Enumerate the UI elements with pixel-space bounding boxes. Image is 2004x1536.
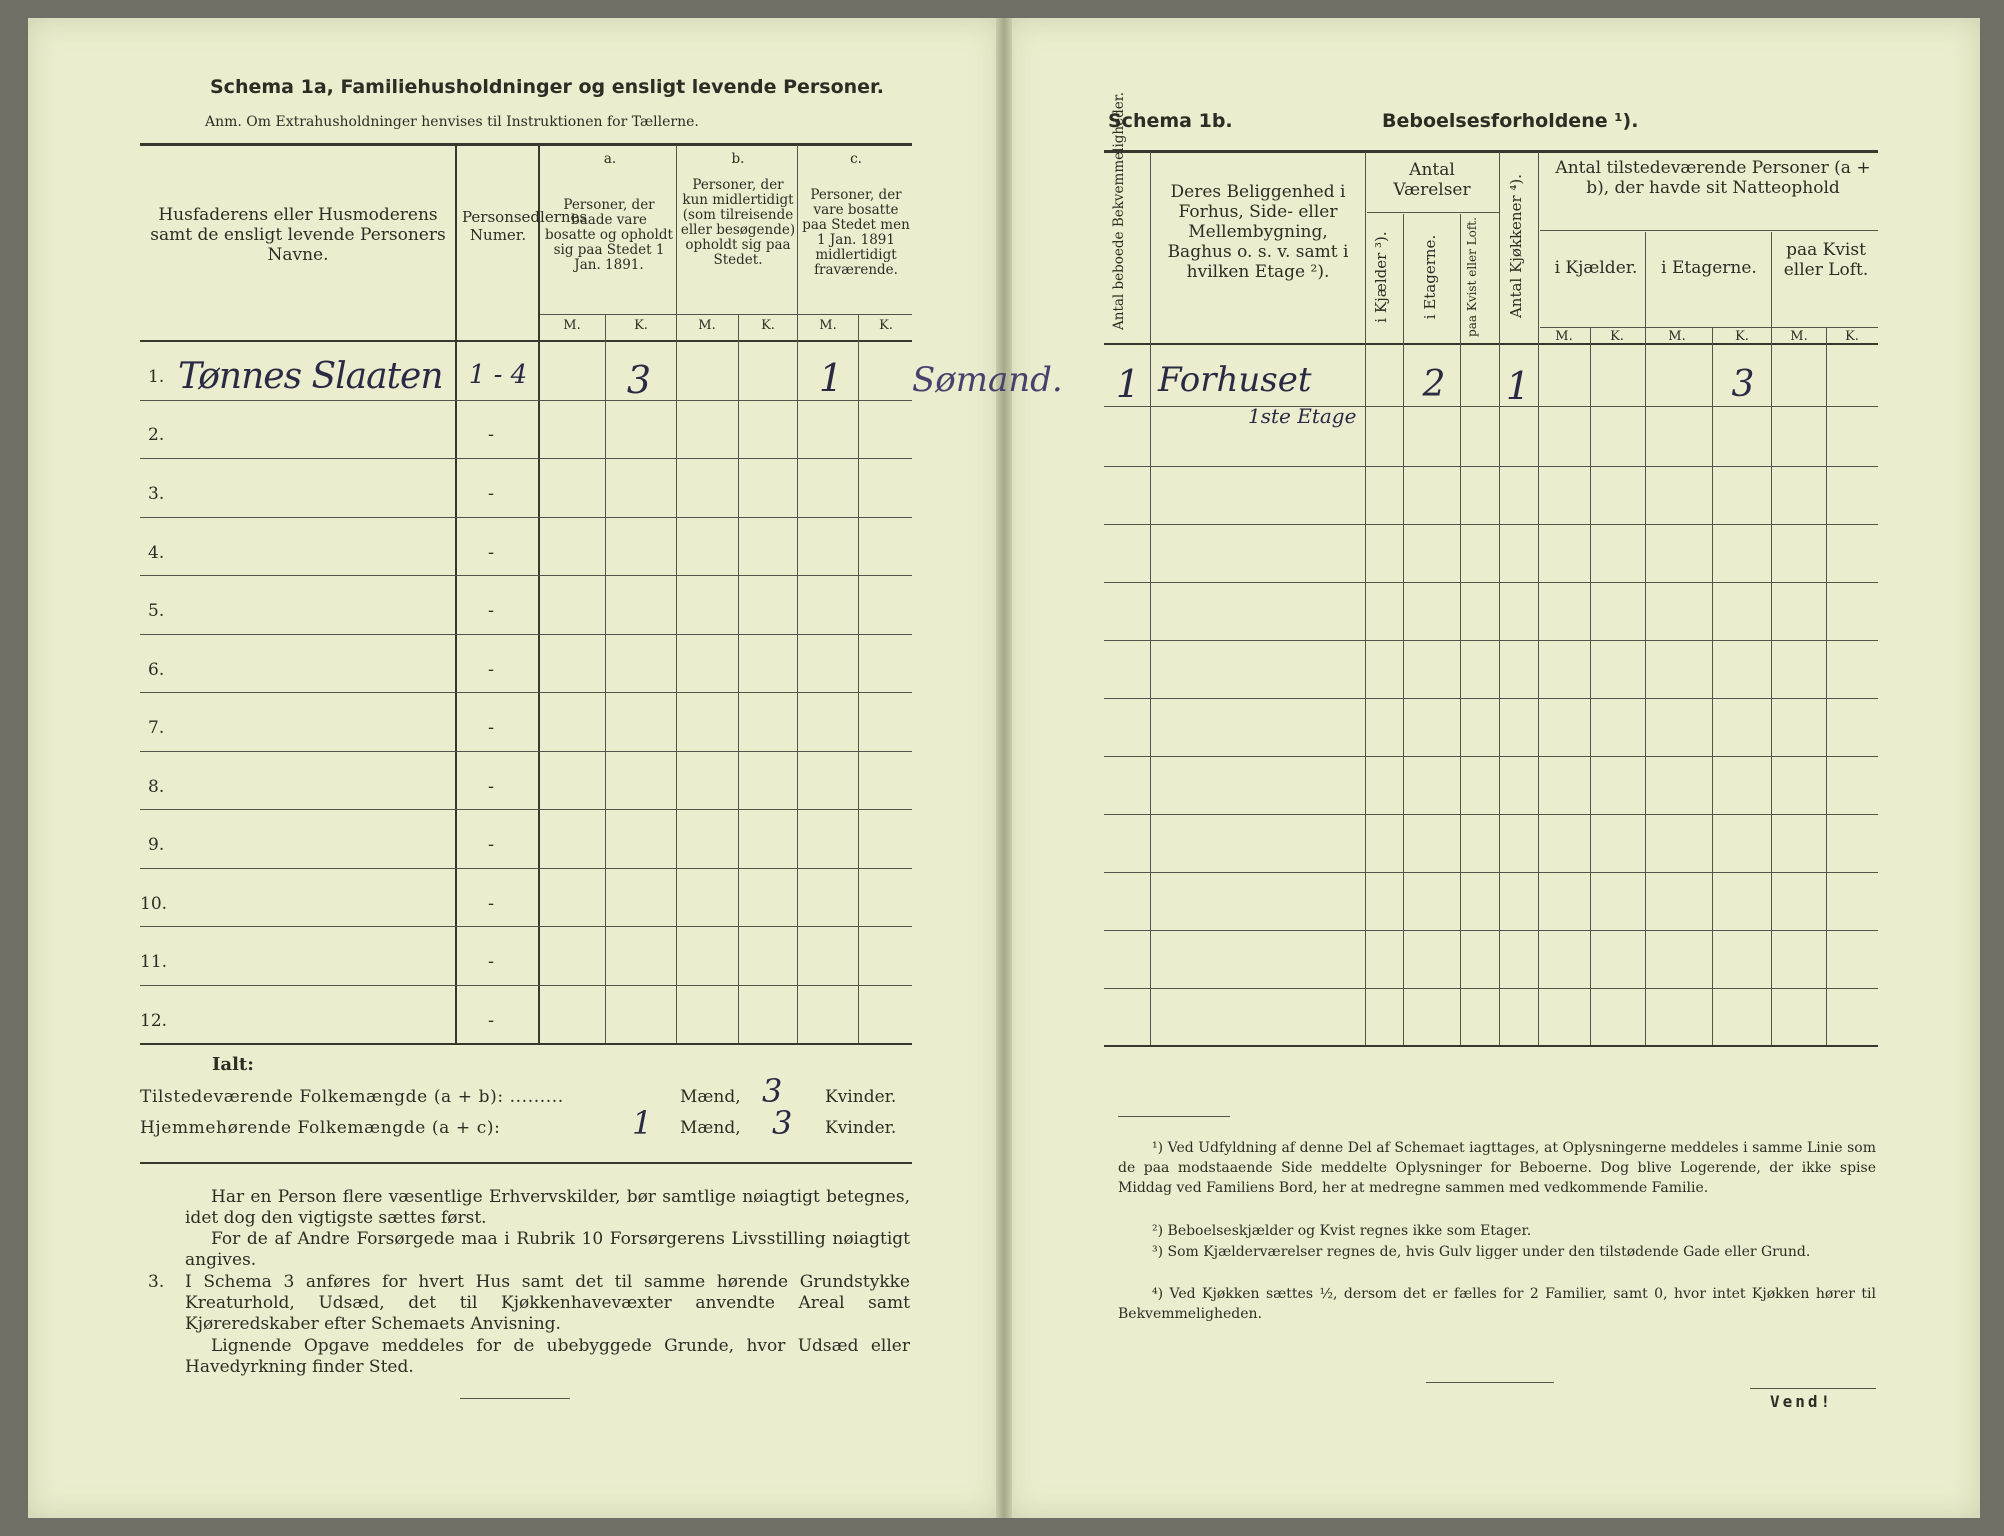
- header-et-m: M.: [1668, 329, 1686, 344]
- header-a-m: M.: [563, 318, 581, 333]
- schema-1b-subtitle: Beboelsesforholdene ¹).: [1382, 110, 1639, 132]
- closing-rule-right: [1426, 1382, 1554, 1383]
- instruction-number-3: 3.: [148, 1272, 165, 1292]
- instruction-paragraph-2: For de af Andre Forsørgede maa i Rubrik 10 Forsørgerens Livsstilling nøiagtigt angives.: [185, 1229, 910, 1270]
- hjemme-kvinder-value: 3: [772, 1104, 793, 1142]
- header-antal-bekv: Antal beboede Bekvemmeligheder.: [1111, 92, 1127, 330]
- handwritten-etage: 1ste Etage: [1248, 404, 1357, 428]
- table-1b-bottom-rule: [1104, 1045, 1878, 1047]
- vaer-subheader-rule: [1367, 212, 1499, 213]
- header-c-m: M.: [819, 318, 837, 333]
- schema-1a-note: Anm. Om Extrahusholdninger henvises til Instruktionen for Tællerne.: [205, 114, 699, 130]
- col-divider-b-mk: [738, 314, 739, 1045]
- row-number: 7.: [148, 718, 165, 738]
- schema-1b-title: Schema 1b.: [1108, 110, 1233, 132]
- header-a-k: K.: [634, 318, 648, 333]
- header-etagerne: i Etagerne.: [1421, 234, 1439, 320]
- table-1a-bottom-rule: [140, 1043, 912, 1045]
- row-number: 8.: [148, 777, 165, 797]
- row-numer: -: [488, 542, 495, 563]
- row-numer: -: [488, 834, 495, 855]
- tilstede-subheader-rule: [1540, 230, 1878, 231]
- row-rule-5: [140, 634, 912, 635]
- header-kjaelder: i Kjælder ³).: [1372, 231, 1390, 323]
- row-number: 3.: [148, 484, 165, 504]
- col-divider-numer: [538, 145, 540, 1045]
- row-rule-8: [140, 809, 912, 810]
- header-names: Husfaderens eller Husmoderens samt de ensligt levende Personers Navne.: [150, 205, 446, 265]
- row-rule-r-4: [1104, 582, 1878, 583]
- footnote-2: ²) Beboelseskjælder og Kvist regnes ikke som Etager.: [1152, 1223, 1532, 1239]
- header-numer: Personsedlernes Numer.: [462, 208, 588, 244]
- col-divider-kjokkener: [1538, 152, 1539, 1047]
- header-b-k: K.: [761, 318, 775, 333]
- vend-rule: [1750, 1388, 1876, 1389]
- header-tilstede: Antal tilstedeværende Personer (a + b), der havde sit Natteophold: [1555, 158, 1871, 198]
- row-numer: -: [488, 951, 495, 972]
- tilstede-kvinder-value: 3: [762, 1072, 783, 1110]
- header-kjokkener: Antal Kjøkkener ⁴).: [1507, 173, 1525, 319]
- row-numer: -: [488, 483, 495, 504]
- row-number: 5.: [148, 601, 165, 621]
- hjemme-maend-label: Mænd,: [680, 1118, 741, 1138]
- handwritten-name: Tønnes Slaaten: [178, 356, 443, 397]
- row-rule-11: [140, 985, 912, 986]
- handwritten-kjokken: 1: [1505, 364, 1531, 408]
- col-divider-belig: [1365, 152, 1366, 1047]
- row-rule-6: [140, 692, 912, 693]
- header-paa-kvist: paa Kvist eller Loft.: [1783, 240, 1869, 280]
- handwritten-c-m: 1: [818, 356, 844, 400]
- header-kj-k: K.: [1610, 329, 1624, 344]
- header-b: Personer, der kun midlertidigt (som tilreisende eller besøgende) opholdt sig paa Stedet.: [680, 177, 796, 268]
- row-numer: -: [488, 600, 495, 621]
- row-numer: -: [488, 1010, 495, 1031]
- header-et-k: K.: [1735, 329, 1749, 344]
- row-number: 1.: [148, 367, 165, 387]
- handwritten-etagerne: 2: [1422, 364, 1446, 405]
- header-a-letter: a.: [603, 151, 617, 167]
- hjemme-label: Hjemmehørende Folkemængde (a + c):: [140, 1118, 501, 1138]
- hjemme-maend-value: 1: [632, 1104, 653, 1142]
- row-numer: -: [488, 424, 495, 445]
- hjemme-kvinder-label: Kvinder.: [825, 1118, 897, 1138]
- row-numer: -: [488, 717, 495, 738]
- handwritten-occupation: Sømand.: [912, 360, 1063, 400]
- row-rule-r-9: [1104, 872, 1878, 873]
- footnote-1: ¹) Ved Udfyldning af denne Del af Schemaet iagttages, at Oplysningerne meddeles i samme Linie som de paa modstaaende Side meddelte Oplysninger for Beboerne. Dog blive Logerende, der ikke spise Middag ved Familiens Bord, her at medregne sammen med vedkommende Familie.: [1118, 1140, 1876, 1196]
- col-divider-a-mk: [605, 314, 606, 1045]
- col-divider-names: [455, 145, 457, 1045]
- row-rule-9: [140, 868, 912, 869]
- handwritten-a-k: 3: [626, 358, 652, 402]
- row-numer: -: [488, 893, 495, 914]
- row-number: 11.: [140, 952, 168, 972]
- schema-1a-title: Schema 1a, Familiehusholdninger og ensligt levende Personer.: [210, 76, 884, 98]
- row-rule-r-7: [1104, 756, 1878, 757]
- header-i-etagerne: i Etagerne.: [1661, 258, 1757, 278]
- mk-header-rule: [540, 314, 912, 315]
- header-i-kjaelder: i Kjælder.: [1554, 258, 1638, 278]
- col-divider-a-b: [676, 145, 677, 1045]
- tilstede-kvinder-label: Kvinder.: [825, 1087, 897, 1107]
- col-divider-kjaelder: [1403, 214, 1404, 1047]
- footnote-4: ⁴) Ved Kjøkken sættes ½, dersom det er fælles for 2 Familier, samt 0, hvor intet Kjøkken hører til Bekvemmeligheden.: [1118, 1286, 1876, 1322]
- row-numer: 1 - 4: [468, 360, 528, 390]
- footnote-rule: [1118, 1116, 1230, 1117]
- instructions-rule: [140, 1162, 912, 1164]
- row-number: 10.: [140, 894, 168, 914]
- header-beliggenhed: Deres Beliggenhed i Forhus, Side- eller Mellembygning, Baghus o. s. v. samt i hvilken Etage ²).: [1167, 182, 1349, 282]
- row-rule-10: [140, 926, 912, 927]
- row-rule-r-3: [1104, 524, 1878, 525]
- header-b-letter: b.: [731, 151, 745, 167]
- col-divider-kv-mk: [1826, 327, 1827, 1047]
- instruction-paragraph-1: Har en Person flere væsentlige Erhvervskilder, bør samtlige nøiagtigt betegnes, idet dog den vigtigste sættes først.: [185, 1187, 910, 1228]
- closing-rule-left: [460, 1398, 570, 1399]
- instruction-paragraph-3: I Schema 3 anføres for hvert Hus samt det til samme hørende Grundstykke Kreaturhold, Udsæd, det til Kjøkkenhavevæxter anvendte Areal samt Kjøreredskaber efter Schemaets Anvisning.: [185, 1272, 910, 1334]
- row-number: 2.: [148, 425, 165, 445]
- book-gutter: [996, 18, 1012, 1518]
- row-rule-r-8: [1104, 814, 1878, 815]
- row-rule-r-1: [1104, 406, 1878, 407]
- handwritten-et-k: 3: [1731, 364, 1755, 405]
- row-numer: -: [488, 776, 495, 797]
- tilstede-maend-label: Mænd,: [680, 1087, 741, 1107]
- header-kvist-loft: paa Kvist eller Loft.: [1465, 217, 1479, 337]
- handwritten-antal: 1: [1115, 362, 1141, 406]
- header-c: Personer, der vare bosatte paa Stedet men 1 Jan. 1891 midlertidigt fraværende.: [802, 187, 910, 278]
- header-c-letter: c.: [850, 151, 862, 167]
- col-divider-etagerne: [1460, 214, 1461, 1047]
- row-rule-r-5: [1104, 640, 1878, 641]
- header-kv-k: K.: [1845, 329, 1859, 344]
- row-number: 9.: [148, 835, 165, 855]
- footnote-3: ³) Som Kjælderværelser regnes de, hvis Gulv ligger under den tilstødende Gade eller Grund.: [1152, 1244, 1811, 1260]
- row-number: 4.: [148, 543, 165, 563]
- handwritten-beliggenhed: Forhuset: [1158, 360, 1312, 400]
- row-number: 6.: [148, 660, 165, 680]
- table-1b-top-rule: [1104, 150, 1878, 153]
- header-kv-m: M.: [1790, 329, 1808, 344]
- row-numer: -: [488, 659, 495, 680]
- col-divider-kvist: [1499, 152, 1500, 1047]
- row-rule-4: [140, 575, 912, 576]
- header-b-m: M.: [698, 318, 716, 333]
- row-number: 12.: [140, 1011, 168, 1031]
- row-rule-r-2: [1104, 466, 1878, 467]
- header-a: Personer, der baade vare bosatte og opholdt sig paa Stedet 1 Jan. 1891.: [545, 197, 673, 273]
- row-rule-1: [140, 400, 912, 401]
- col-divider-et-mk: [1712, 327, 1713, 1047]
- col-divider-c-mk: [858, 314, 859, 1045]
- col-divider-antal: [1150, 152, 1151, 1047]
- tilstede-label: Tilstedeværende Folkemængde (a + b): .........: [140, 1087, 564, 1107]
- col-divider-kj-mk: [1590, 327, 1591, 1047]
- row-rule-3: [140, 517, 912, 518]
- vend-label: Vend!: [1770, 1392, 1834, 1411]
- row-rule-7: [140, 751, 912, 752]
- header-antal-vaerelser: Antal Værelser: [1393, 160, 1471, 200]
- col-divider-b-c: [797, 145, 798, 1045]
- ialt-label: Ialt:: [212, 1054, 254, 1075]
- header-c-k: K.: [879, 318, 893, 333]
- header-kj-m: M.: [1555, 329, 1573, 344]
- row-rule-r-6: [1104, 698, 1878, 699]
- row-rule-r-10: [1104, 930, 1878, 931]
- row-rule-2: [140, 458, 912, 459]
- instruction-paragraph-4: Lignende Opgave meddeles for de ubebyggede Grunde, hvor Udsæd eller Havedyrkning finder Sted.: [185, 1336, 910, 1377]
- row-rule-r-11: [1104, 988, 1878, 989]
